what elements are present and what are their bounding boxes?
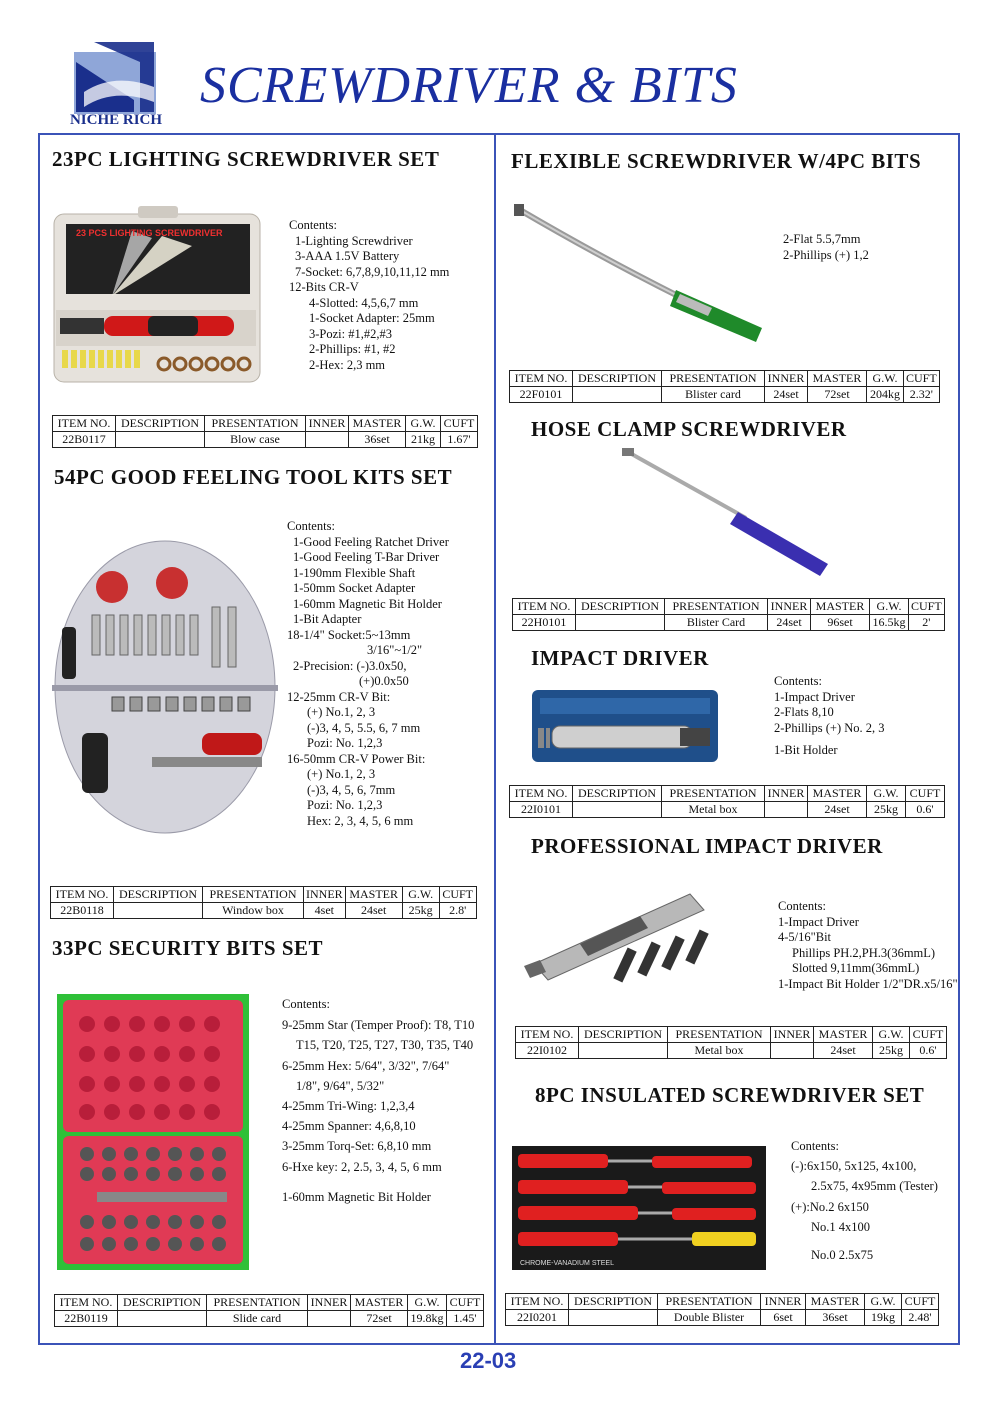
section-title-flexible-screwdriver: FLEXIBLE SCREWDRIVER W/4PC BITS bbox=[511, 149, 922, 173]
table-row: 22B0119 Slide card 72set 19.8kg 1.45' bbox=[55, 1311, 484, 1327]
section-title-professional-impact-driver: PROFESSIONAL IMPACT DRIVER bbox=[531, 834, 883, 858]
page-number: 22-03 bbox=[460, 1348, 517, 1373]
table-row: 22F0101 Blister card 24set 72set 204kg 2.32' bbox=[510, 387, 940, 403]
security-bits-spec-table bbox=[54, 1294, 484, 1327]
flexible-screwdriver-spec-table bbox=[509, 370, 940, 403]
table-header-row: ITEM NO. DESCRIPTION PRESENTATION INNER MASTER G.W. CUFT bbox=[513, 599, 945, 615]
impact-driver-contents: Contents: 1-Impact Driver 2-Flats 8,10 2-Phillips (+) No. 2, 3 1-Bit Holder bbox=[774, 674, 885, 757]
insulated-set-label: CHROME-VANADIUM STEEL bbox=[520, 1260, 614, 1267]
table-row: 22B0117 Blow case 36set 21kg 1.67' bbox=[53, 432, 478, 448]
table-header-row: ITEM NO. DESCRIPTION PRESENTATION INNER MASTER G.W. CUFT bbox=[510, 786, 945, 802]
insulated-set-contents: Contents: (-):6x150, 5x125, 4x100, 2.5x75, 4x95mm (Tester) (+):No.2 6x150 No.1 4x100 No.0 2.5x75 bbox=[791, 1139, 938, 1263]
security-bits-contents: Contents: 9-25mm Star (Temper Proof): T8, T10 T15, T20, T25, T27, T30, T35, T40 6-25mm Hex: 5/64", 3/32", 7/64" 1/8", 9/64", 5/32" 4-25mm Tri-Wing: 1,2,3,4 4-25mm Spanner: 4,6,8,10 3-25mm Torq-Set: 6,8,10 mm 6-Hxe key: 2, 2.5, 3, 4, 5, 6 mm 1-60mm Magnetic Bit Holder bbox=[282, 997, 475, 1204]
table-header-row: ITEM NO. DESCRIPTION PRESENTATION INNER MASTER G.W. CUFT bbox=[510, 371, 940, 387]
table-header-row: ITEM NO. DESCRIPTION PRESENTATION INNER MASTER G.W. CUFT bbox=[506, 1294, 939, 1310]
table-row: 22I0102 Metal box 24set 25kg 0.6' bbox=[516, 1043, 947, 1059]
impact-driver-photo bbox=[530, 686, 720, 766]
tool-kit-contents: Contents: 1-Good Feeling Ratchet Driver 1-Good Feeling T-Bar Driver 1-190mm Flexible Shaft 1-50mm Socket Adapter 1-60mm Magnetic Bit Holder 1-Bit Adapter 18-1/4" Socket:5~13mm 3/16"~1/2" 2-Precision: (-)3.0x50, (+)0.0x50 12-25mm CR-V Bit: (+) No.1, 2, 3 (-)3, 4, 5, 5.5, 6, 7 mm Pozi: No. 1,2,3 16-50mm CR-V Power Bit: (+) No.1, 2, 3 (-)3, 4, 5, 6, 7mm Pozi: No. 1,2,3 Hex: 2, 3, 4, 5, 6 mm bbox=[287, 519, 449, 828]
logo-text: NICHE RICH bbox=[69, 112, 163, 128]
hose-clamp-spec-table bbox=[512, 598, 945, 631]
insulated-set-photo bbox=[512, 1146, 766, 1270]
hose-clamp-screwdriver-photo bbox=[618, 446, 834, 576]
section-title-impact-driver: IMPACT DRIVER bbox=[531, 646, 709, 670]
section-title-security-bits: 33PC SECURITY BITS SET bbox=[52, 936, 324, 960]
section-title-hose-clamp: HOSE CLAMP SCREWDRIVER bbox=[531, 417, 847, 441]
lighting-set-spec-table bbox=[52, 415, 478, 448]
table-row: 22B0118 Window box 4set 24set 25kg 2.8' bbox=[51, 903, 477, 919]
table-header-row: ITEM NO. DESCRIPTION PRESENTATION INNER MASTER G.W. CUFT bbox=[516, 1027, 947, 1043]
lighting-set-contents: Contents: 1-Lighting Screwdriver 3-AAA 1.5V Battery 7-Socket: 6,7,8,9,10,11,12 mm 12-Bits CR-V 4-Slotted: 4,5,6,7 mm 1-Socket Adapter: 25mm 3-Pozi: #1,#2,#3 2-Phillips: #1, #2 2-Hex: 2,3 mm bbox=[289, 218, 450, 372]
security-bits-photo bbox=[57, 994, 249, 1270]
section-title-insulated-set: 8PC INSULATED SCREWDRIVER SET bbox=[535, 1083, 925, 1107]
column-divider bbox=[494, 134, 496, 1344]
table-header-row: ITEM NO. DESCRIPTION PRESENTATION INNER MASTER G.W. CUFT bbox=[55, 1295, 484, 1311]
tool-kit-photo bbox=[52, 537, 278, 835]
table-row: 22I0101 Metal box 24set 25kg 0.6' bbox=[510, 802, 945, 818]
professional-impact-driver-photo bbox=[520, 880, 716, 990]
page-title: SCREWDRIVER & BITS bbox=[200, 57, 738, 114]
table-header-row: ITEM NO. DESCRIPTION PRESENTATION INNER MASTER G.W. CUFT bbox=[51, 887, 477, 903]
impact-driver-spec-table bbox=[509, 785, 945, 818]
flexible-screwdriver-contents: 2-Flat 5.5,7mm 2-Phillips (+) 1,2 bbox=[783, 232, 869, 262]
professional-impact-driver-contents: Contents: 1-Impact Driver 4-5/16"Bit Phillips PH.2,PH.3(36mmL) Slotted 9,11mm(36mmL) 1-Impact Bit Holder 1/2"DR.x5/16" bbox=[778, 899, 958, 991]
table-header-row: ITEM NO. DESCRIPTION PRESENTATION INNER MASTER G.W. CUFT bbox=[53, 416, 478, 432]
table-row: 22H0101 Blister Card 24set 96set 16.5kg 2' bbox=[513, 615, 945, 631]
lighting-set-photo bbox=[52, 206, 262, 384]
professional-impact-driver-spec-table bbox=[515, 1026, 947, 1059]
table-row: 22I0201 Double Blister 6set 36set 19kg 2.48' bbox=[506, 1310, 939, 1326]
section-title-lighting-set: 23PC LIGHTING SCREWDRIVER SET bbox=[52, 147, 440, 171]
flexible-screwdriver-photo bbox=[512, 198, 768, 344]
tool-kit-spec-table bbox=[50, 886, 477, 919]
section-title-tool-kit: 54PC GOOD FEELING TOOL KITS SET bbox=[54, 465, 453, 489]
lighting-set-box-label: 23 PCS LIGHTING SCREWDRIVER bbox=[76, 228, 223, 238]
insulated-set-spec-table bbox=[505, 1293, 939, 1326]
